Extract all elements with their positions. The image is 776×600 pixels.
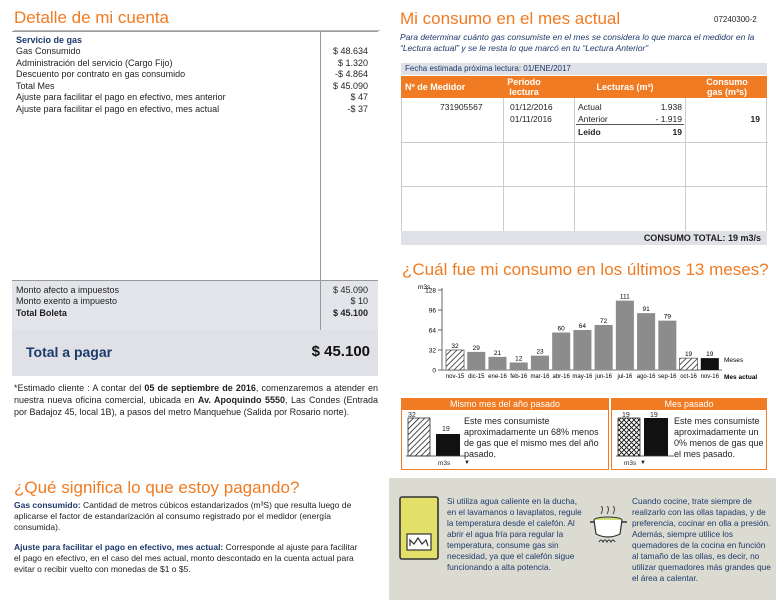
- question-title: ¿Qué significa lo que estoy pagando?: [14, 478, 300, 497]
- col-period: Período lectura: [507, 77, 541, 97]
- charge-label: Total Mes: [16, 80, 55, 91]
- charge-label: Ajuste para facilitar el pago en efectivo, mes anterior: [16, 92, 226, 102]
- x-tick-label: jul-16: [617, 374, 633, 380]
- charges-list: [12, 32, 378, 281]
- y-tick-label: 0: [432, 367, 436, 375]
- bar-value-label: 111: [619, 293, 630, 301]
- same-month-last-year-header: Mismo mes del año pasado: [401, 398, 609, 410]
- bar-value-label: 32: [451, 343, 459, 350]
- month-compare-text: Este mes consumiste aproximadamente un 0% menos de gas que el mes pasado.: [674, 416, 764, 459]
- year-value-prev: 32: [408, 412, 416, 419]
- charge-amount: $ 45.090: [332, 80, 368, 91]
- x-tick-label: mar-16: [530, 374, 550, 380]
- bar-jul-16: [616, 301, 634, 370]
- account-detail-box: [12, 31, 378, 375]
- x-tick-label: abr-16: [552, 374, 570, 380]
- charge-label: Gas Consumido: [16, 46, 81, 56]
- bar-nov-15: [446, 350, 464, 370]
- question-body: Gas consumido: Cantidad de metros cúbicos estandarizados (m³S) que resulta luego de aplicarse el factor de estandarización al consumo registrado por el medidor (energía consumida). Ajuste para facilitar el pago en efectivo, mes actual: Corresponde al ajuste para facilitar el pago en efectivo, en el caso del mes actual, monto descontado en la cuenta actual para evitar o recibir vuelto con monedas de $1 o $5.: [14, 500, 358, 574]
- y-tick-label: 128: [425, 287, 436, 295]
- tip-water-heater: Si utiliza agua caliente en la ducha, en el lavamanos o lavaplatos, regule la temperatura desde el calefón. Al abrir el agua fría para regular la temperatura, consume gas sin necesidad, ya que el calefón sigue funcionando a alta potencia.: [447, 496, 582, 572]
- y-tick-label: 32: [428, 347, 436, 355]
- summary-row: Monto exento a impuesto $ 10: [16, 296, 368, 306]
- bar-value-label: 23: [536, 348, 544, 356]
- consumption-total: CONSUMO TOTAL: 19 m3/s: [401, 231, 767, 245]
- year-value-current: 19: [442, 426, 450, 433]
- current-consumption-title: Mi consumo en el mes actual: [400, 9, 621, 28]
- meter-number: 731905567: [440, 102, 483, 112]
- chart-title: ¿Cuál fue mi consumo en los últimos 13 meses?: [402, 260, 769, 279]
- customer-note: *Estimado cliente : A contar del 05 de septiembre de 2016, comenzaremos a atender en nuestra nueva oficina comercial, ubicada en Av. Apoquindo 5550, Las Condes (Entrada por Badajoz 45, local 1B), a pasos del metro Manquehue (Salida por Rosario norte).: [14, 383, 379, 417]
- y-axis-label: m3s: [418, 284, 431, 291]
- bar-sep-16: [658, 321, 676, 370]
- reading-previous-value: - 1.919: [655, 114, 682, 124]
- bar-value-label: 64: [578, 323, 587, 330]
- legend-current-month: Mes actual: [724, 374, 758, 381]
- bar-feb-16: [510, 363, 528, 371]
- legend-months: Meses: [724, 357, 744, 364]
- x-tick-label: oct-16: [680, 374, 697, 380]
- x-tick-label: ago-16: [636, 374, 656, 380]
- y-tick-label: 64: [428, 327, 436, 335]
- x-tick-label: feb-16: [510, 374, 528, 380]
- saving-tips: [389, 478, 776, 600]
- consumption-value: 19: [750, 114, 760, 124]
- period-current: 01/12/2016: [510, 102, 553, 112]
- col-consumption: Consumo gas (m³s): [706, 77, 748, 97]
- consumption-description: Para determinar cuánto gas consumiste en el mes se considera lo que marca el medidor en la “Lectura actual” y se le resta lo que marcó en tu “Lectura Anterior”: [400, 32, 755, 53]
- consumption-chart: [400, 282, 770, 394]
- bar-nov-16: [701, 358, 719, 370]
- charge-amount: -$ 37: [347, 103, 368, 114]
- charge-label: Descuento por contrato en gas consumido: [16, 69, 186, 79]
- bar-oct-16: [680, 358, 698, 370]
- charge-amount: $ 47: [350, 92, 368, 102]
- reading-actual-label: Actual: [578, 102, 602, 112]
- bar-value-label: 79: [663, 313, 671, 321]
- x-tick-label: sep-16: [658, 374, 677, 380]
- reading-previous-label: Anterior: [578, 114, 608, 124]
- bar-may-16: [573, 330, 591, 370]
- period-previous: 01/11/2016: [510, 114, 552, 124]
- charge-amount: $ 48.634: [332, 46, 368, 56]
- consumption-table-header: [401, 76, 767, 98]
- bar-value-label: 12: [515, 355, 523, 363]
- bar-dic-15: [467, 352, 485, 370]
- charge-label: Administración del servicio (Cargo Fijo): [16, 57, 173, 68]
- document-code: 07240300-2: [714, 15, 757, 24]
- bar-value-label: 19: [706, 351, 714, 359]
- reading-total-label: Leído: [578, 127, 601, 137]
- bar-jun-16: [595, 325, 613, 370]
- account-detail-title: Detalle de mi cuenta: [14, 8, 380, 31]
- bar-value-label: 72: [600, 318, 608, 325]
- summary-row: Monto afecto a impuestos $ 45.090: [16, 285, 368, 295]
- summary-row: Total Boleta $ 45.100: [16, 308, 368, 318]
- total-to-pay: [12, 330, 378, 376]
- x-tick-label: ene-16: [488, 374, 507, 380]
- charge-amount: $ 1.320: [337, 57, 368, 68]
- water-heater-icon: [399, 496, 439, 560]
- section-label: Servicio de gas: [16, 35, 83, 45]
- total-to-pay-label: Total a pagar: [26, 344, 113, 360]
- bar-abr-16: [552, 333, 570, 371]
- same-month-last-year-box: [401, 410, 609, 470]
- year-compare-text: Este mes consumiste aproximadamente un 68% menos de gas que el mismo mes del año pasado.: [464, 416, 599, 459]
- bar-value-label: 29: [472, 344, 480, 352]
- bar-ene-16: [488, 357, 506, 370]
- bar-mar-16: [531, 356, 549, 370]
- x-tick-label: nov-15: [445, 374, 465, 380]
- month-unit-dropdown-icon: ▼: [640, 460, 646, 466]
- x-tick-label: may-16: [572, 374, 593, 380]
- bar-value-label: 21: [493, 349, 502, 357]
- month-value-prev: 19: [622, 412, 630, 419]
- bar-ago-16: [637, 313, 655, 370]
- col-readings: Lecturas (m³): [596, 82, 654, 92]
- last-month-box: [611, 410, 767, 470]
- charge-amount: -$ 4.864: [334, 69, 368, 79]
- x-tick-label: dic-15: [468, 374, 485, 380]
- last-month-header: Mes pasado: [611, 398, 767, 410]
- tip-cooking: Cuando cocine, trate siempre de realizarlo con las ollas tapadas, y de preferencia, cocinar en olla a presión. Además, siempre utilice los quemadores de la cocina en función al tamaño de las ollas, es decir, no utilizar quemadores más grandes que el área a calentar.: [632, 496, 771, 583]
- consumption-table-body: [401, 98, 767, 231]
- month-unit: m3s: [624, 460, 637, 467]
- bar-value-label: 60: [557, 325, 565, 333]
- charge-label: Ajuste para facilitar el pago en efectivo, mes actual: [16, 103, 220, 114]
- month-value-current: 19: [650, 412, 658, 419]
- bar-value-label: 91: [642, 306, 650, 314]
- reading-actual-value: 1.938: [660, 102, 682, 112]
- x-tick-label: nov-16: [700, 374, 719, 380]
- cooking-pot-icon: [587, 506, 631, 546]
- bar-value-label: 19: [684, 351, 693, 359]
- year-unit-dropdown-icon: ▼: [464, 460, 470, 466]
- y-tick-label: 96: [428, 307, 436, 315]
- total-to-pay-value: $ 45.100: [311, 343, 370, 360]
- next-reading-date: Fecha estimada próxima lectura: 01/ENE/2017: [401, 63, 767, 75]
- reading-total-value: 19: [672, 127, 682, 137]
- x-tick-label: jun-16: [595, 374, 612, 380]
- col-meter: Nº de Medidor: [405, 82, 466, 92]
- year-unit: m3s: [438, 460, 451, 467]
